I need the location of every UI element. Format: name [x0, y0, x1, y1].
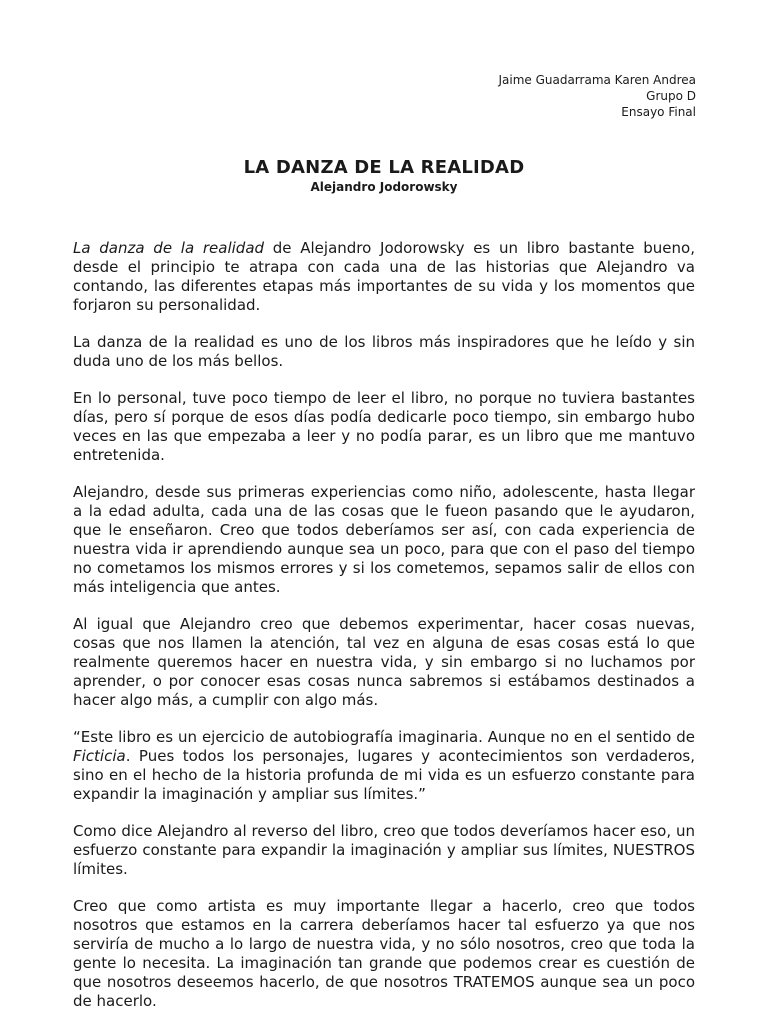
- document-type: Ensayo Final: [621, 105, 696, 119]
- paragraph-4: Alejandro, desde sus primeras experiencias como niño, adolescente, hasta llegar a la edad adulta, cada una de las cosas que le fueon pasando que le ayudaron, que le enseñaron. Creo que todos deberíamos ser así, con cada experiencia de nuestra vida ir aprendiendo aunque sea un poco, para que con el paso del tiempo no cometamos los mismos errores y si los cometemos, sepamos salir de ellos con más inteligencia que antes.: [73, 483, 695, 596]
- book-title: La danza de la realidad: [73, 239, 265, 257]
- paragraph-8: Creo que como artista es muy importante llegar a hacerlo, creo que todos nosotros que estamos en la carrera deberíamos hacer tal esfuerzo ya que nos serviría de mucho a lo largo de nuestra vida, y no sólo nosotros, creo que toda la gente lo necesita. La imaginación tan grande que podemos crear es cuestión de que nosotros deseemos hacerlo, de que nosotros TRATEMOS aunque sea un poco de hacerlo.: [73, 897, 695, 1010]
- paragraph-1: [73, 239, 695, 315]
- paragraph-1-text: de Alejandro Jodorowsky es un libro bastante bueno, desde el principio te atrapa con cada una de las historias que Alejandro va contando, las diferentes etapas más importantes de su vida y los momentos que forjaron su personalidad.: [73, 239, 695, 314]
- paragraph-3: En lo personal, tuve poco tiempo de leer el libro, no porque no tuviera bastantes días, pero sí porque de esos días podía dedicarle poco tiempo, sin embargo hubo veces en las que empezaba a leer y no podía parar, es un libro que me mantuvo entretenida.: [73, 389, 695, 464]
- page-title: LA DANZA DE LA REALIDAD: [243, 157, 525, 178]
- group-label: Grupo D: [646, 89, 696, 103]
- paragraph-5: Al igual que Alejandro creo que debemos experimentar, hacer cosas nuevas, cosas que nos llamen la atención, tal vez en alguna de esas cosas está lo que realmente queremos hacer en nuestra vida, y sin embargo si no luchamos por aprender, o por conocer esas cosas nunca sabremos si estábamos destinados a hacer algo más, a cumplir con algo más.: [73, 615, 695, 709]
- essay-body: [73, 239, 695, 1029]
- paragraph-2: La danza de la realidad es uno de los libros más inspiradores que he leído y sin duda uno de los más bellos.: [73, 333, 695, 370]
- quote-italic-word: Ficticia: [73, 747, 126, 765]
- document-header: [498, 72, 696, 120]
- paragraph-7: Como dice Alejandro al reverso del libro, creo que todos deveríamos hacer eso, un esfuerzo constante para expandir la imaginación y ampliar sus límites, NUESTROS límites.: [73, 822, 695, 878]
- quote-text-start: “Este libro es un ejercicio de autobiografía imaginaria. Aunque no en el sentido de: [73, 728, 695, 746]
- author-name: Jaime Guadarrama Karen Andrea: [498, 73, 696, 87]
- title-block: [0, 156, 768, 194]
- page-subtitle: Alejandro Jodorowsky: [310, 180, 458, 194]
- quote-text-end: . Pues todos los personajes, lugares y acontecimientos son verdaderos, sino en el hecho de la historia profunda de mi vida es un esfuerzo constante para expandir la imaginación y ampliar sus límites.”: [73, 747, 695, 803]
- paragraph-6-quote: [73, 728, 695, 804]
